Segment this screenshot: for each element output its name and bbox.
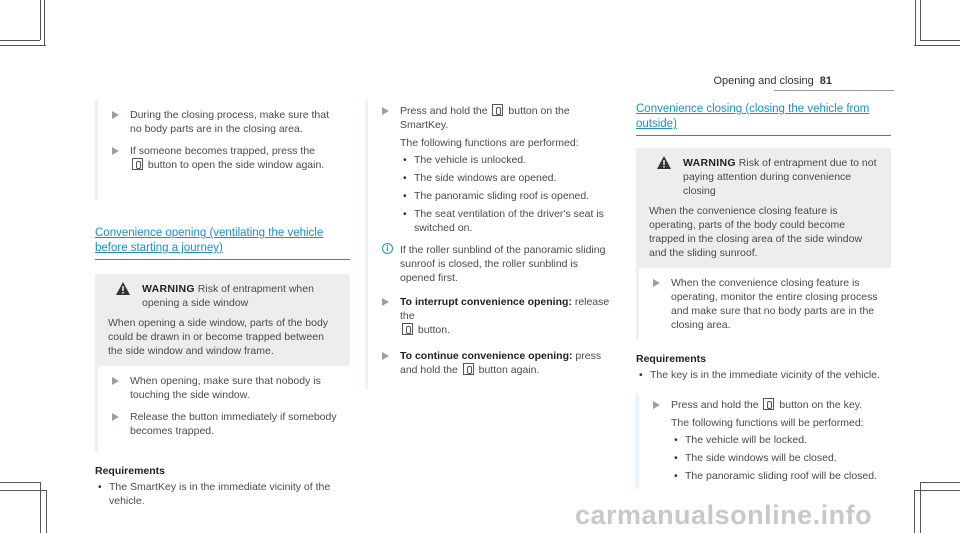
warning-box <box>639 148 891 268</box>
warning-step: When opening, make sure that nobody is touching the side window. <box>108 374 342 402</box>
warning-triangle-icon <box>657 156 671 169</box>
list-item: • The panoramic sliding roof will be closed. <box>671 469 883 483</box>
requirements-label: Requirements <box>636 353 707 365</box>
instruction-step: Press and hold the button on the key. <box>649 398 883 412</box>
crop-mark <box>0 482 40 483</box>
requirements-label: Requirements <box>95 465 166 477</box>
instruction-block <box>365 100 620 389</box>
warning-text: When opening a side window, parts of the body could be drawn in or become trapped between the side window and window frame. <box>108 317 329 357</box>
warning-header: WARNING Risk of entrapment when opening a side window <box>108 282 340 310</box>
unlock-key-icon <box>463 363 474 375</box>
header-rule <box>774 90 894 91</box>
list-item: • The side windows will be closed. <box>671 451 883 465</box>
crop-mark <box>40 0 41 40</box>
unlock-key-icon <box>402 323 413 335</box>
step-arrow-icon <box>112 377 119 385</box>
info-icon: i <box>382 243 393 254</box>
instruction-step: If someone becomes trapped, press the button to open the side window again. <box>108 144 342 172</box>
crop-mark <box>0 490 46 491</box>
requirements <box>95 464 350 508</box>
column-right <box>636 102 891 489</box>
warning-triangle-icon <box>116 282 130 295</box>
page-number: 81 <box>819 75 832 87</box>
watermark: carmanualsonline.info <box>575 500 873 530</box>
list-item: • The side windows are opened. <box>400 171 612 185</box>
step-arrow-icon <box>112 413 119 421</box>
column-middle <box>365 100 620 389</box>
warning-box <box>98 274 350 366</box>
instruction-step: During the closing process, make sure that no body parts are in the closing area. <box>108 108 342 136</box>
crop-mark <box>0 40 40 41</box>
crop-mark <box>46 490 47 533</box>
requirements <box>636 352 891 382</box>
crop-mark <box>44 0 45 46</box>
window-button-icon <box>132 158 143 170</box>
step-arrow-icon <box>112 147 119 155</box>
column-left <box>95 100 350 512</box>
warning-step: When the convenience closing feature is operating, monitor the entire closing process and make sure that no body parts are in the closing area. <box>649 276 883 332</box>
warning-header: WARNING Risk of entrapment due to not paying attention during convenience closing <box>649 156 881 198</box>
section-title: Opening and closing <box>713 75 814 87</box>
crop-mark <box>914 490 915 533</box>
step-detail: The following functions will be performed: • The vehicle will be locked. • The side windows will be closed. • The panoramic sliding roof will be closed. <box>649 416 883 483</box>
crop-mark <box>920 0 921 40</box>
section-heading: Convenience opening (ventilating the vehicle before starting a journey) <box>95 226 350 260</box>
step-arrow-icon <box>382 352 389 360</box>
requirement-item: • The SmartKey is in the immediate vicinity of the vehicle. <box>95 480 350 508</box>
step-arrow-icon <box>653 279 660 287</box>
instruction-box <box>95 100 350 200</box>
list-item: • The vehicle is unlocked. <box>400 153 612 167</box>
list-item: • The vehicle will be locked. <box>671 433 883 447</box>
instruction-step: To continue convenience opening: press and hold the button again. <box>378 349 612 377</box>
warning-steps <box>639 268 891 340</box>
warning-container <box>636 148 891 340</box>
crop-mark <box>914 45 960 46</box>
step-detail: The following functions are performed: • The vehicle is unlocked. • The side windows are opened. • The panoramic sliding roof is opened. • The seat ventilation of the driver's seat is switched on. <box>378 136 612 235</box>
lock-key-icon <box>763 398 774 410</box>
instruction-step: Press and hold the button on the SmartKey. <box>378 104 612 132</box>
list-item: • The panoramic sliding roof is opened. <box>400 189 612 203</box>
requirement-item: • The key is in the immediate vicinity of the vehicle. <box>636 368 891 382</box>
crop-mark <box>920 482 960 483</box>
crop-mark <box>920 40 960 41</box>
warning-container <box>95 274 350 452</box>
step-arrow-icon <box>382 298 389 306</box>
crop-mark <box>914 490 960 491</box>
crop-mark <box>915 0 916 46</box>
warning-steps <box>98 366 350 452</box>
instruction-block <box>636 394 891 489</box>
step-arrow-icon <box>653 401 660 409</box>
section-heading: Convenience closing (closing the vehicle from outside) <box>636 102 891 136</box>
crop-mark <box>0 45 46 46</box>
instruction-step: To interrupt convenience opening: release the button. <box>378 295 612 337</box>
info-note: i If the roller sunblind of the panoramic sliding sunroof is closed, the roller sunblind is opened first. <box>378 243 612 285</box>
page-header <box>713 74 832 88</box>
unlock-key-icon <box>492 104 503 116</box>
step-arrow-icon <box>112 111 119 119</box>
warning-step: Release the button immediately if somebody becomes trapped. <box>108 410 342 438</box>
warning-text: When the convenience closing feature is operating, parts of the body could become trapped in the closing area of the side window and the sliding sunroof. <box>649 205 863 259</box>
list-item: • The seat ventilation of the driver's seat is switched on. <box>400 207 612 235</box>
step-arrow-icon <box>382 107 389 115</box>
